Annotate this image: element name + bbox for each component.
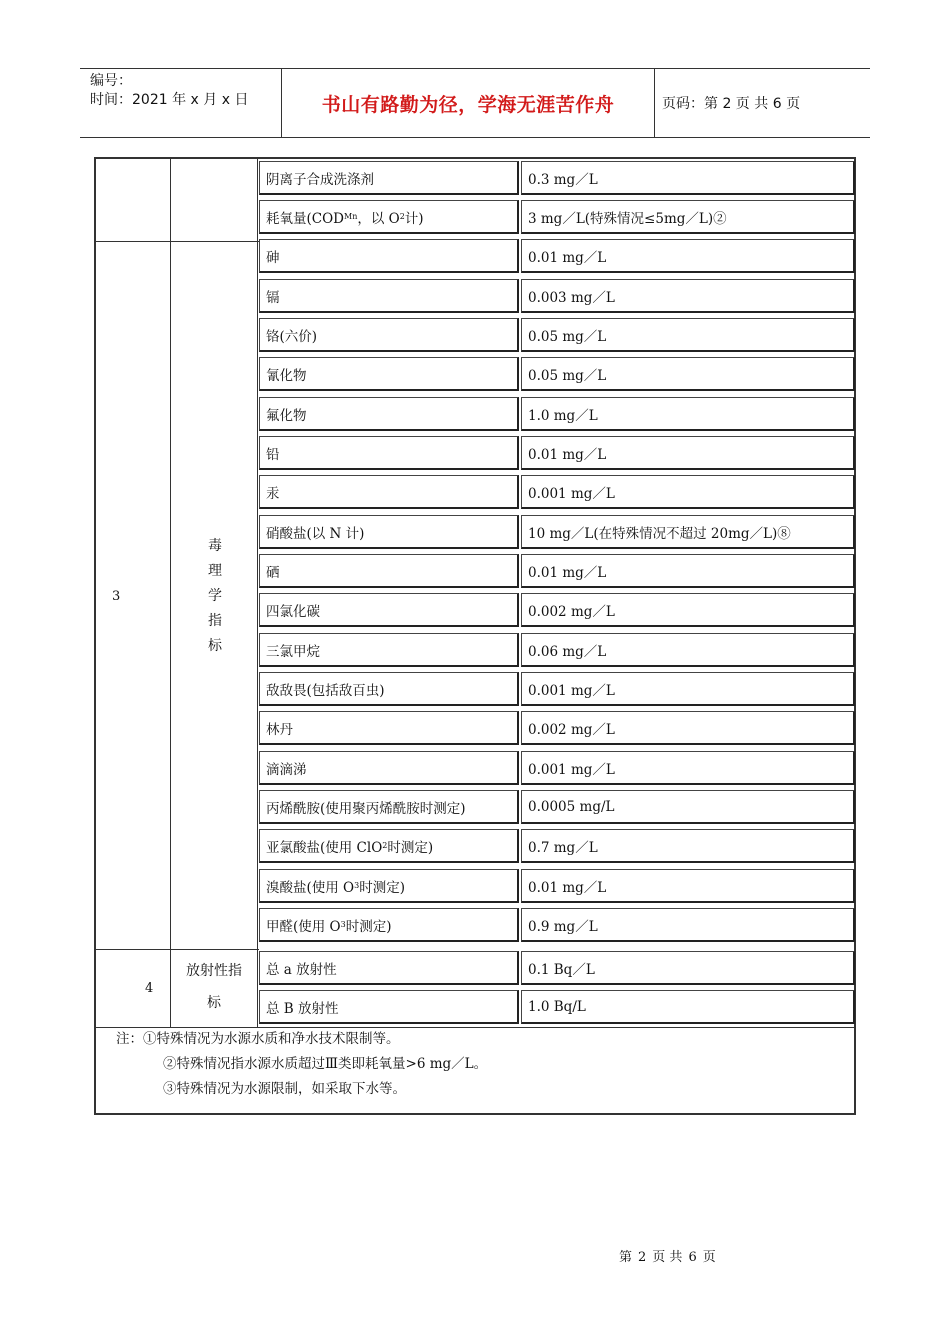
section-separator: [96, 241, 259, 242]
indicator-limit: 0.7 mg／L: [521, 829, 855, 863]
indicator-limit: 3 mg／L(特殊情况≤5mg／L)②: [521, 200, 855, 234]
indicator-name: 溴酸盐(使用 O 3 时测定): [259, 869, 519, 903]
table-row: [259, 237, 856, 273]
section-category: 毒 理 学 指 标: [208, 538, 222, 654]
indicator-limit: 0.002 mg／L: [521, 711, 855, 745]
indicator-name: 阴离子合成洗涤剂: [259, 161, 519, 195]
indicator-limit: 0.01 mg／L: [521, 239, 855, 273]
header-meta: [90, 72, 248, 110]
indicator-name: 铅: [259, 436, 519, 470]
indicator-limit: 0.001 mg／L: [521, 475, 855, 509]
column-divider: [257, 159, 258, 1027]
indicator-limit: 0.06 mg／L: [521, 633, 855, 667]
header-motto: 书山有路勤为径，学海无涯苦作舟: [321, 93, 615, 116]
table-row: [259, 159, 856, 195]
indicator-name: 耗氧量(COD Mn ，以 O 2 计): [259, 200, 519, 234]
table-row: [259, 788, 856, 824]
note-line: ②特殊情况指水源水质超过Ⅲ类即耗氧量>6 mg／L。: [163, 1056, 488, 1072]
indicator-limit: 0.001 mg／L: [521, 751, 855, 785]
table-row: [259, 513, 856, 549]
indicator-limit: 10 mg／L(在特殊情况不超过 20mg／L)⑧: [521, 515, 855, 549]
document-number-label: 编号：: [90, 73, 132, 89]
note-line: ③特殊情况为水源限制，如采取下水等。: [163, 1081, 406, 1097]
indicator-limit: 0.3 mg／L: [521, 161, 855, 195]
indicator-name: 汞: [259, 475, 519, 509]
water-quality-table: [94, 157, 856, 1115]
table-row: [259, 988, 856, 1024]
header-divider: [654, 69, 655, 137]
indicator-limit: 1.0 Bq/L: [521, 990, 855, 1024]
indicator-name: 硝酸盐(以 N 计): [259, 515, 519, 549]
section-number: 4: [145, 981, 154, 996]
indicator-name: 亚氯酸盐(使用 ClO 2 时测定): [259, 829, 519, 863]
table-row: [259, 473, 856, 509]
table-row: [259, 316, 856, 352]
indicator-name: 四氯化碳: [259, 593, 519, 627]
indicator-name: 林丹: [259, 711, 519, 745]
indicator-name: 三氯甲烷: [259, 633, 519, 667]
footer-total-pages: 6: [688, 1250, 697, 1265]
section-category: 放射性指 标: [186, 963, 242, 1011]
section-separator: [96, 949, 259, 950]
table-row: [259, 670, 856, 706]
table-row: [259, 709, 856, 745]
indicator-name: 镉: [259, 279, 519, 313]
table-row: [259, 395, 856, 431]
indicator-limit: 0.01 mg／L: [521, 554, 855, 588]
indicator-limit: 0.003 mg／L: [521, 279, 855, 313]
indicator-limit: 0.9 mg／L: [521, 908, 855, 942]
note-line: 注：①特殊情况为水源水质和净水技术限制等。: [116, 1031, 400, 1047]
table-row: [259, 906, 856, 942]
indicator-name: 滴滴涕: [259, 751, 519, 785]
indicator-name: 总 a 放射性: [259, 951, 519, 985]
table-row: [259, 827, 856, 863]
indicator-name: 砷: [259, 239, 519, 273]
indicator-name: 总 B 放射性: [259, 990, 519, 1024]
table-row: [259, 355, 856, 391]
footer-page-number: 2: [638, 1250, 647, 1265]
indicator-name: 氰化物: [259, 357, 519, 391]
table-row: [259, 434, 856, 470]
indicator-name: 硒: [259, 554, 519, 588]
table-row: [259, 749, 856, 785]
indicator-name: 氟化物: [259, 397, 519, 431]
indicator-name: 铬(六价): [259, 318, 519, 352]
indicator-limit: 0.01 mg／L: [521, 436, 855, 470]
table-row: [259, 631, 856, 667]
table-row: [259, 552, 856, 588]
page-footer: 第 2 页 共 6 页: [619, 1250, 716, 1265]
document-time: 时间：2021 年 x 月 x 日: [90, 92, 249, 108]
table-row: [259, 591, 856, 627]
indicator-limit: 1.0 mg／L: [521, 397, 855, 431]
header-page-info: 页码：第 2 页 共 6 页: [662, 96, 801, 112]
indicator-limit: 0.0005 mg/L: [521, 790, 855, 824]
table-notes: [116, 1027, 487, 1102]
table-row: [259, 198, 856, 234]
indicator-limit: 0.002 mg／L: [521, 593, 855, 627]
table-row: [259, 277, 856, 313]
indicator-limit: 0.05 mg／L: [521, 318, 855, 352]
table-row: [259, 867, 856, 903]
indicator-limit: 0.001 mg／L: [521, 672, 855, 706]
indicator-name: 甲醛(使用 O 3 时测定): [259, 908, 519, 942]
table-row: [259, 949, 856, 985]
indicator-limit: 0.01 mg／L: [521, 869, 855, 903]
indicator-limit: 0.05 mg／L: [521, 357, 855, 391]
section-number: 3: [112, 589, 121, 604]
page-header: [80, 68, 870, 138]
indicator-name: 丙烯酰胺(使用聚丙烯酰胺时测定): [259, 790, 519, 824]
indicator-name: 敌敌畏(包括敌百虫): [259, 672, 519, 706]
indicator-limit: 0.1 Bq／L: [521, 951, 855, 985]
column-divider: [170, 159, 171, 1027]
